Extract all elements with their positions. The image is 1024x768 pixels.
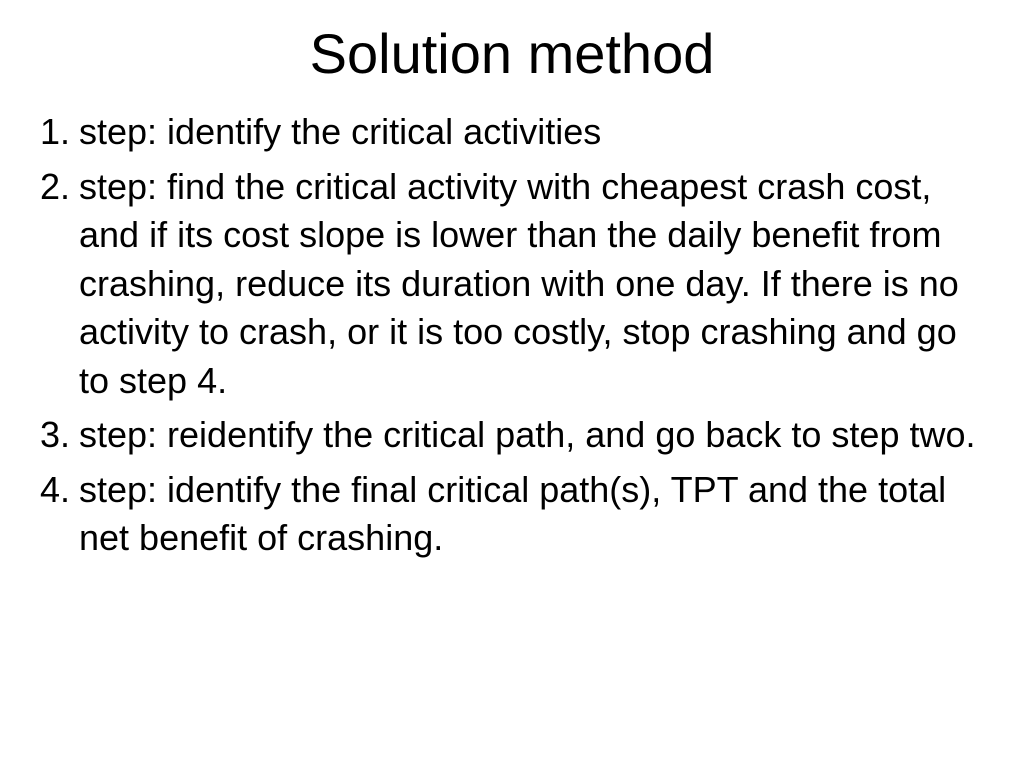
steps-list <box>40 108 990 569</box>
step-text: step: identify the final critical path(s), TPT and the total net benefit of crashing. <box>79 468 947 558</box>
step-number: 4. <box>40 468 71 510</box>
step-number: 2. <box>40 165 71 207</box>
step-text: step: reidentify the critical path, and go back to step two. <box>79 414 976 455</box>
step-number: 3. <box>40 414 71 455</box>
step-item-3 <box>40 411 990 460</box>
step-text: step: find the critical activity with cheapest crash cost, and if its cost slope is lower than the daily benefit from crashing, reduce its duration with one day. If there is no activity to crash, or it is too costly, stop crashing and go to step 4. <box>79 165 959 401</box>
step-text: step: identify the critical activities <box>79 111 602 152</box>
step-item-1 <box>40 108 990 157</box>
step-item-4 <box>40 466 990 563</box>
slide-title: Solution method <box>309 22 715 85</box>
step-item-2 <box>40 163 990 406</box>
step-number: 1. <box>40 111 71 152</box>
